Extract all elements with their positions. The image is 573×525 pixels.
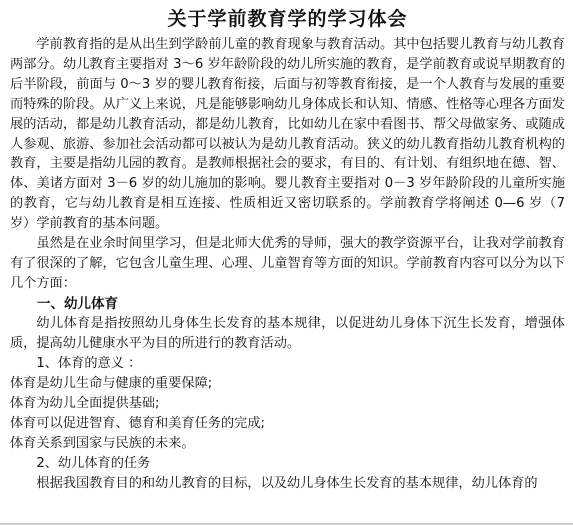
- list-item: 体育为幼儿全面提供基础;: [10, 395, 160, 411]
- subheading-significance: 1、体育的意义 ：: [36, 355, 142, 371]
- section-heading-physical-education: 一、幼儿体育: [37, 295, 118, 312]
- intro-paragraph-1: 学前教育指的是从出生到学龄前儿童的教育现象与教育活动。其中包括婴儿教育与幼儿教育两部分。幼儿教育主要指对 3～6 岁年龄阶段的幼儿所实施的教育，是学前教育或说早期教育的后半阶段，前面与 0～3 岁的婴儿教育衔接，后面与初等教育衔接，是一个人教育与发展的重要而特殊的阶段。从广义上来说，凡是能够影响幼儿身体成长和认知、情感、性格等心理各方面发展的活动，都是幼儿教育活动，都是幼儿教育，比如幼儿在家中看图书、帮父母做家务、或随成人参观、旅游、参加社会活动都可以被认为是幼儿教育活动。狭义的幼儿教育指幼儿教育机构的教育，主要是指幼儿园的教育。是教师根据社会的要求，有目的、有计划、有组织地在德、智、体、美诸方面对 3－6 岁的幼儿施加的影响。婴儿教育主要指对 0－3 岁年龄阶段的儿童所实施的教育，它与幼儿教育是相互连接、性质相近又密切联系的。学前教育学将阐述 0—6 岁（7 岁）学前教育的基本问题。: [10, 37, 565, 232]
- page-title: 关于学前教育学的学习体会: [167, 8, 408, 30]
- intro-paragraph-2: 虽然是在业余时间里学习，但是北师大优秀的导师，强大的教学资源平台，让我对学前教育有了很深的了解，它包含儿童生理、心理、儿童智育等方面的知识。学前教育内容可以分为以下几个方面：: [10, 236, 565, 291]
- subheading-tasks: 2、幼儿体育的任务: [36, 455, 151, 471]
- list-item: 体育关系到国家与民族的未来。: [10, 435, 195, 451]
- section-paragraph-physical-education: 幼儿体育是指按照幼儿身体生长发育的基本规律，以促进幼儿身体下沉生长发育，增强体质，提高幼儿健康水平为目的所进行的教育活动。: [10, 315, 565, 351]
- list-item: 体育可以促进智育、德育和美育任务的完成;: [10, 415, 266, 431]
- list-item: 体育是幼儿生命与健康的重要保障;: [10, 375, 213, 391]
- tasks-paragraph: 根据我国教育目的和幼儿教育的目标，以及幼儿身体生长发育的基本规律，幼儿体育的: [36, 475, 538, 491]
